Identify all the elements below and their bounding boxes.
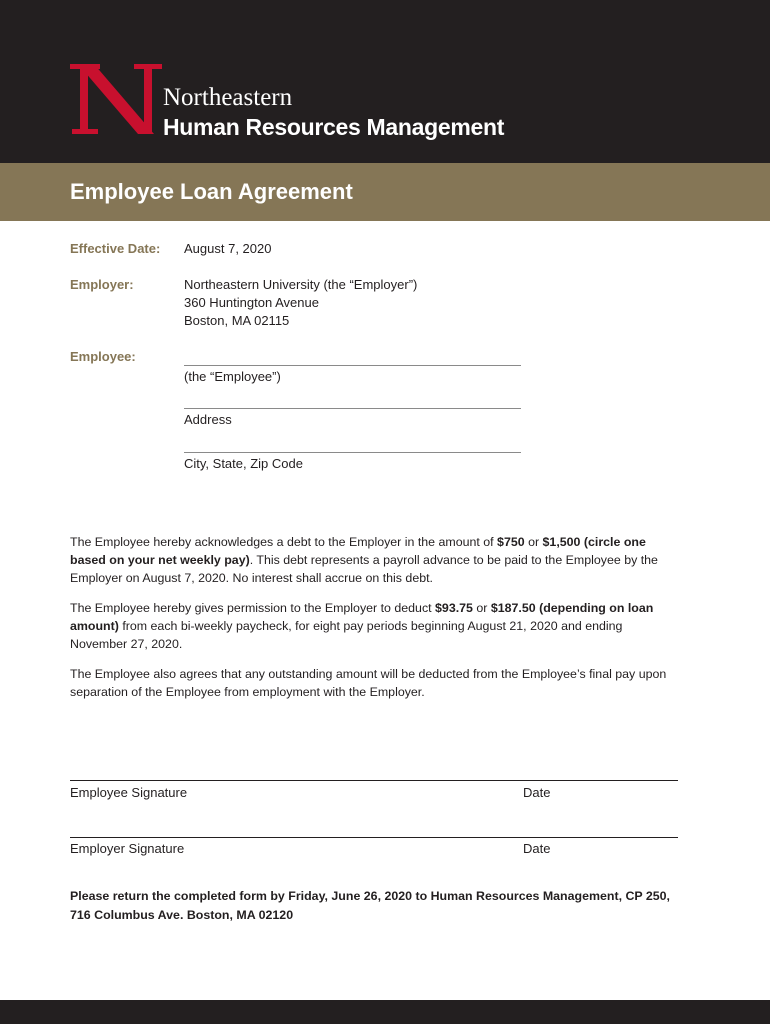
address-caption: Address (184, 412, 232, 427)
return-instructions: Please return the completed form by Friday, June 26, 2020 to Human Resources Management, CP 250, 716 Columbus Ave. Boston, MA 02120 (70, 889, 671, 922)
employee-date-label: Date (523, 785, 551, 800)
employee-address-field[interactable] (184, 408, 521, 409)
header-bar (0, 0, 770, 163)
effective-date-label: Effective Date: (70, 241, 161, 256)
employee-signature-line[interactable] (70, 780, 678, 781)
effective-date-value: August 7, 2020 (184, 241, 272, 256)
bottom-bar (0, 1000, 770, 1024)
employer-line-2: 360 Huntington Avenue (184, 295, 319, 310)
deduction-permission-paragraph: The Employee hereby gives permission to the Employer to deduct $93.75 or $187.50 (depending on loan amount) from each bi-weekly paycheck, for eight pay periods beginning August 21, 2020 and ending November 27, 2020. (70, 601, 654, 652)
employer-label: Employer: (70, 277, 134, 292)
employer-line-3: Boston, MA 02115 (184, 313, 290, 328)
employer-signature-line[interactable] (70, 837, 678, 838)
employer-date-label: Date (523, 841, 551, 856)
northeastern-n-logo-icon (68, 62, 164, 136)
document-title: Employee Loan Agreement (70, 179, 353, 204)
employee-city-field[interactable] (184, 452, 521, 453)
final-pay-paragraph: The Employee also agrees that any outstanding amount will be deducted from the Employee’s final pay upon separation of the Employee from employment with the Employer. (70, 667, 667, 700)
employee-label: Employee: (70, 349, 136, 364)
department-name: Human Resources Management (163, 114, 505, 140)
employee-name-field[interactable] (184, 365, 521, 366)
employee-name-caption: (the “Employee”) (184, 369, 281, 384)
city-state-zip-caption: City, State, Zip Code (184, 456, 303, 471)
employer-line-1: Northeastern University (the “Employer”) (184, 277, 418, 292)
org-name: Northeastern (163, 84, 293, 111)
employer-signature-label: Employer Signature (70, 841, 185, 856)
employee-signature-label: Employee Signature (70, 785, 188, 800)
debt-acknowledgement-paragraph: The Employee hereby acknowledges a debt to the Employer in the amount of $750 or $1,500 (circle one based on your net weekly pay). This debt represents a payroll advance to be paid to the Employee by the Employer on August 7, 2020. No interest shall accrue on this debt. (70, 535, 658, 586)
